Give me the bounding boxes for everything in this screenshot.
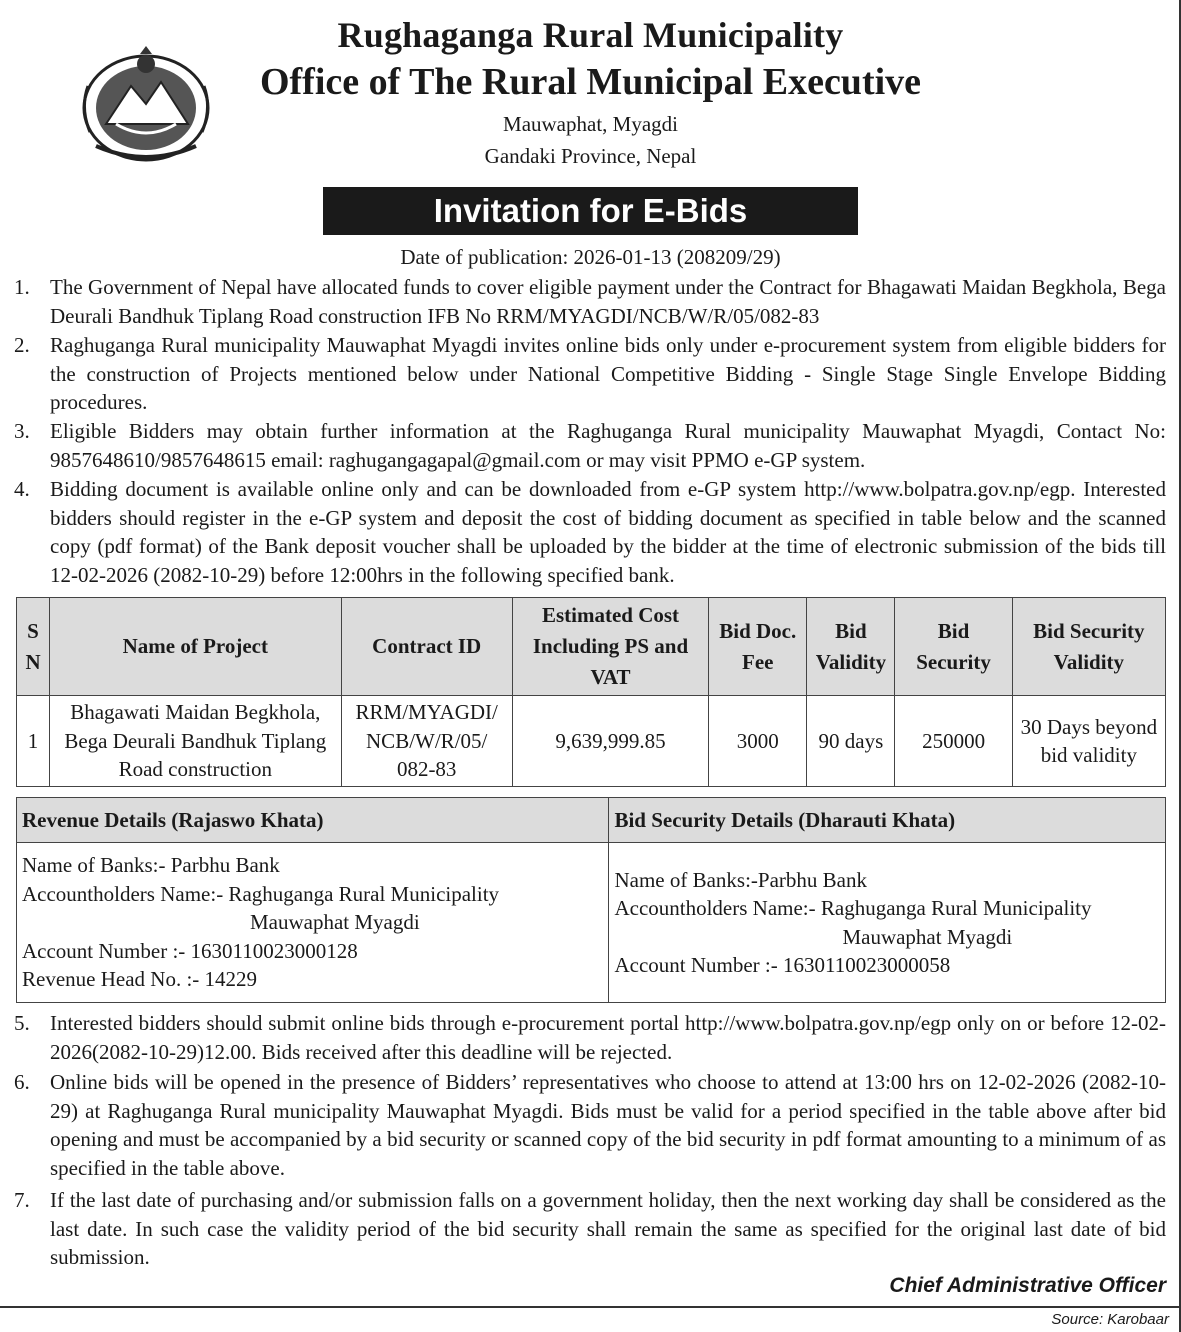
publication-date: Date of publication: 2026-01-13 (208209/29) bbox=[400, 245, 781, 269]
bank-detail-row bbox=[17, 843, 1166, 1003]
paragraph-1 bbox=[14, 273, 1166, 330]
header-bid-security: Bid Security bbox=[895, 598, 1012, 696]
revenue-holder: Accountholders Name:- Raghuganga Rural Municipality bbox=[22, 881, 500, 906]
notice-banner: Invitation for E-Bids bbox=[323, 187, 858, 235]
paragraph-text: If the last date of purchasing and/or submission falls on a government holiday, then the next working day shall be considered as the last date. In such case the validity period of the bid security shall remain the same as specified for the original last date of bid submission. bbox=[50, 1188, 1166, 1270]
paragraph-number: 5. bbox=[14, 1011, 30, 1035]
page-border-bottom bbox=[0, 1306, 1181, 1308]
paragraph-number: 4. bbox=[14, 477, 30, 501]
revenue-heading: Revenue Details (Rajaswo Khata) bbox=[17, 798, 609, 843]
paragraph-3 bbox=[14, 417, 1166, 474]
cell-bid-validity: 90 days bbox=[807, 696, 895, 787]
cell-contract-id: RRM/MYAGDI/ NCB/W/R/05/ 082-83 bbox=[341, 696, 512, 787]
security-account: Account Number :- 1630110023000058 bbox=[614, 953, 951, 977]
source-credit: Source: Karobaar bbox=[1051, 1311, 1169, 1328]
paragraph-7 bbox=[14, 1186, 1166, 1272]
header-sn: S N bbox=[17, 598, 50, 696]
cell-bid-security: 250000 bbox=[895, 696, 1012, 787]
paragraph-number: 7. bbox=[14, 1188, 30, 1212]
paragraph-6 bbox=[14, 1068, 1166, 1183]
table-header-row bbox=[17, 598, 1166, 696]
project-table bbox=[16, 597, 1166, 787]
address-line-1: Mauwaphat, Myagdi bbox=[503, 112, 678, 136]
paragraph-text: The Government of Nepal have allocated funds to cover eligible payment under the Contract for Bhagawati Maidan Begkhola, Bega Deurali Bandhuk Tiplang Road construction IFB No RRM/MYAGDI/NCB/W/R/05/082-83 bbox=[50, 275, 1166, 328]
paragraph-2 bbox=[14, 331, 1166, 417]
bank-details-table bbox=[16, 797, 1166, 1003]
revenue-holder-cont: Mauwaphat Myagdi bbox=[250, 910, 420, 935]
paragraph-number: 3. bbox=[14, 419, 30, 443]
revenue-details bbox=[17, 843, 609, 1003]
header-contract-id: Contract ID bbox=[341, 598, 512, 696]
bank-header-row bbox=[17, 798, 1166, 843]
table-row bbox=[17, 696, 1166, 787]
paragraph-5 bbox=[14, 1009, 1166, 1066]
municipality-title: Rughaganga Rural Municipality bbox=[337, 15, 844, 55]
paragraph-text: Eligible Bidders may obtain further information at the Raghuganga Rural municipality Mauwaphat Myagdi, Contact No: 9857648610/9857648615 email: raghugangagapal@gmail.com or may visit PPMO e-GP system. bbox=[50, 419, 1166, 472]
paragraph-text: Raghuganga Rural municipality Mauwaphat Myagdi invites online bids only under e-procurement system from eligible bidders for the construction of Projects mentioned below under National Competitive Bidding - Single Stage Single Envelope Bidding procedures. bbox=[50, 333, 1166, 415]
security-holder: Accountholders Name:- Raghuganga Rural Municipality bbox=[614, 896, 1092, 920]
paragraph-4 bbox=[14, 475, 1166, 590]
security-holder-cont: Mauwaphat Myagdi bbox=[842, 924, 1013, 949]
revenue-account: Account Number :- 1630110023000128 bbox=[22, 938, 358, 963]
header-project-name: Name of Project bbox=[50, 598, 342, 696]
revenue-bank: Name of Banks:- Parbhu Bank bbox=[22, 853, 280, 878]
office-title: Office of The Rural Municipal Executive bbox=[259, 61, 922, 103]
header-bid-validity: Bid Validity bbox=[807, 598, 895, 696]
paragraph-number: 1. bbox=[14, 275, 30, 299]
cell-project-name: Bhagawati Maidan Begkhola, Bega Deurali Bandhuk Tiplang Road construction bbox=[50, 696, 342, 787]
security-heading: Bid Security Details (Dharauti Khata) bbox=[609, 798, 1166, 843]
header-estimated-cost: Estimated Cost Including PS and VAT bbox=[512, 598, 708, 696]
cell-doc-fee: 3000 bbox=[709, 696, 807, 787]
cell-sn: 1 bbox=[17, 696, 50, 787]
security-details bbox=[609, 843, 1166, 1003]
paragraph-text: Interested bidders should submit online bids through e-procurement portal http://www.bolpatra.gov.np/egp only on or before 12-02-2026(2082-10-29)12.00. Bids received after this deadline will be rejected. bbox=[50, 1011, 1166, 1064]
paragraph-number: 6. bbox=[14, 1070, 30, 1094]
paragraph-number: 2. bbox=[14, 333, 30, 357]
security-bank: Name of Banks:-Parbhu Bank bbox=[614, 867, 867, 892]
revenue-head: Revenue Head No. :- 14229 bbox=[22, 967, 258, 992]
signature-title: Chief Administrative Officer bbox=[889, 1274, 1166, 1297]
cell-estimated-cost: 9,639,999.85 bbox=[512, 696, 708, 787]
cell-security-validity: 30 Days beyond bid validity bbox=[1012, 696, 1165, 787]
address-line-2: Gandaki Province, Nepal bbox=[484, 144, 697, 168]
header-security-validity: Bid Security Validity bbox=[1012, 598, 1165, 696]
header-doc-fee: Bid Doc. Fee bbox=[709, 598, 807, 696]
paragraph-text: Bidding document is available online only and can be downloaded from e-GP system http://www.bolpatra.gov.np/egp. Interested bidders should register in the e-GP system and deposit the cost of bidding document as specified in table below and the scanned copy (pdf format) of the Bank deposit voucher shall be uploaded by the bidder at the time of electronic submission of the bids till 12-02-2026 (2082-10-29) before 12:00hrs in the following specified bank. bbox=[50, 477, 1166, 588]
paragraph-text: Online bids will be opened in the presence of Bidders’ representatives who choose to attend at 13:00 hrs on 12-02-2026 (2082-10-29) at Raghuganga Rural municipality Mauwaphat Myagdi. Bids must be valid for a period specified in the table above after bid opening and must be accompanied by a bid security or scanned copy of the bid security in pdf format amounting to a minimum of as specified in the table above. bbox=[50, 1070, 1166, 1181]
